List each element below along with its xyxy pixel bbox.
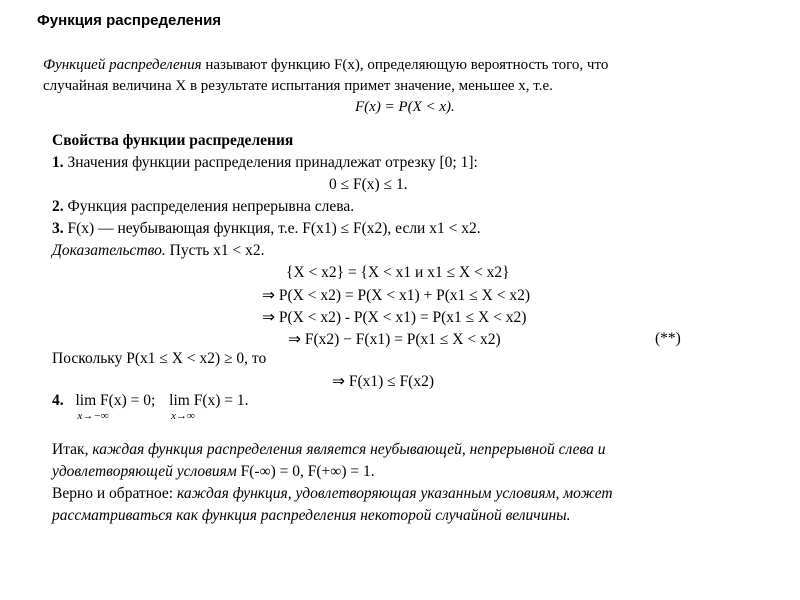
definition-line-2: случайная величина X в результате испытания примет значение, меньшее x, т.е. <box>43 78 553 94</box>
definition-line-1-text: называют функцию F(x), определяющую вероятность того, что <box>201 57 609 73</box>
limit-minus-infinity <box>75 392 156 422</box>
properties-heading: Свойства функции распределения <box>52 132 294 149</box>
conclusion-lead: Итак, <box>52 441 93 458</box>
property-3-number: 3. <box>52 220 64 237</box>
conclusion-line-3 <box>52 485 613 503</box>
conclusion-line-3-lead: Верно и обратное: <box>52 485 177 502</box>
proof-line <box>52 242 265 260</box>
equation-4: ⇒ F(x2) − F(x1) = P(x1 ≤ X < x2) <box>288 331 501 348</box>
conclusion-line-3-italic: каждая функция, удовлетворяющая указанным условиям, может <box>177 485 613 502</box>
property-1-text: Значения функции распределения принадлежат отрезку [0; 1]: <box>63 154 478 171</box>
limit-2-subscript: x→∞ <box>171 410 195 422</box>
proof-label: Доказательство. <box>52 242 166 259</box>
conclusion-line-2 <box>52 463 375 481</box>
since-line: Поскольку P(x1 ≤ X < x2) ≥ 0, то <box>52 350 267 367</box>
limit-1-subscript: x→−∞ <box>77 410 109 422</box>
definition-formula: F(x) = P(X < x). <box>355 99 455 115</box>
proof-text: Пусть x1 < x2. <box>165 242 265 259</box>
definition-term: Функцией распределения <box>43 57 202 73</box>
conclusion-line-2-italic: удовлетворяющей условиям <box>52 463 237 480</box>
page-title: Функция распределения <box>37 12 222 29</box>
equation-1: {X < x2} = {X < x1 и x1 ≤ X < x2} <box>286 264 510 281</box>
property-3-text: F(x) — неубывающая функция, т.е. F(x1) ≤ F(x2), если x1 < x2. <box>63 220 481 237</box>
property-2-number: 2. <box>52 198 64 215</box>
property-2 <box>52 198 354 216</box>
equation-2: ⇒ P(X < x2) = P(X < x1) + P(x1 ≤ X < x2) <box>262 287 530 304</box>
conclusion-line-2-text: F(-∞) = 0, F(+∞) = 1. <box>236 463 375 480</box>
property-4-number: 4. <box>52 392 64 409</box>
property-3 <box>52 220 481 238</box>
conclusion-line-4-italic: рассматриваться как функция распределения некоторой случайной величины. <box>52 507 571 524</box>
conclusion-line-1 <box>52 441 606 459</box>
conclusion-line-4 <box>52 507 571 525</box>
property-1 <box>52 154 478 172</box>
definition-line-1 <box>43 57 608 74</box>
limit-2-expression: lim F(x) = 1. <box>169 392 249 409</box>
equation-5: ⇒ F(x1) ≤ F(x2) <box>332 373 435 390</box>
equation-3: ⇒ P(X < x2) - P(X < x1) = P(x1 ≤ X < x2) <box>262 309 527 326</box>
property-1-number: 1. <box>52 154 64 171</box>
limit-plus-infinity <box>169 392 249 422</box>
limit-1-expression: lim F(x) = 0; <box>75 392 156 409</box>
property-1-formula: 0 ≤ F(x) ≤ 1. <box>329 176 408 193</box>
property-2-text: Функция распределения непрерывна слева. <box>63 198 355 215</box>
conclusion-line-1-italic: каждая функция распределения является неубывающей, непрерывной слева и <box>92 441 606 458</box>
property-4 <box>52 392 249 422</box>
equation-tag: (**) <box>655 330 681 347</box>
